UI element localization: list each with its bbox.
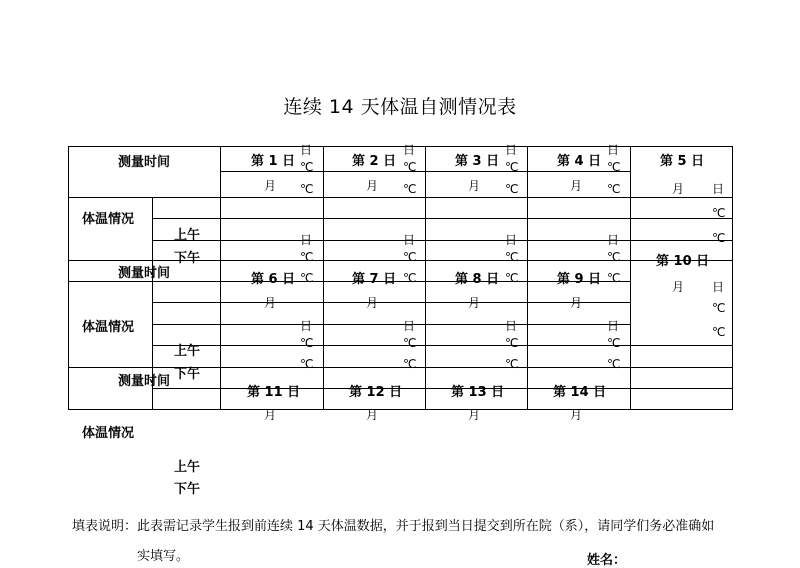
month-mark: 月 (468, 408, 481, 422)
day-header: 第 9 日 (557, 272, 602, 287)
day-header: 第 12 日 (349, 385, 403, 400)
day-mark: 日 (300, 319, 313, 333)
temp-label: 体温情况 (82, 320, 135, 335)
am-label: 上午 (174, 228, 201, 243)
day-mark: 日 (403, 143, 416, 157)
celsius-mark: ℃ (505, 336, 519, 350)
celsius-mark: ℃ (300, 336, 314, 350)
celsius-mark: ℃ (403, 250, 417, 264)
time-label: 测量时间 (118, 155, 171, 170)
temp-label: 体温情况 (82, 212, 135, 227)
month-mark: 月 (366, 296, 379, 310)
month-mark: 月 (570, 408, 583, 422)
celsius-mark: ℃ (607, 182, 621, 196)
day-header: 第 14 日 (553, 385, 607, 400)
day-header: 第 10 日 (656, 254, 710, 269)
day-mark: 日 (300, 143, 313, 157)
pm-label: 下午 (174, 482, 201, 497)
month-mark: 月 (570, 296, 583, 310)
day-mark: 日 (505, 143, 518, 157)
temp-label: 体温情况 (82, 426, 135, 441)
time-label: 测量时间 (118, 266, 171, 281)
day-mark: 日 (607, 233, 620, 247)
month-mark: 月 (366, 408, 379, 422)
month-mark: 月 (672, 280, 685, 294)
day-mark: 日 (607, 319, 620, 333)
day-mark: 日 (300, 233, 313, 247)
celsius-mark: ℃ (403, 357, 417, 371)
celsius-mark: ℃ (505, 357, 519, 371)
celsius-mark: ℃ (403, 271, 417, 285)
celsius-mark: ℃ (505, 250, 519, 264)
month-mark: 月 (264, 296, 277, 310)
celsius-mark: ℃ (712, 231, 726, 245)
day-header: 第 5 日 (660, 154, 705, 169)
day-mark: 日 (505, 319, 518, 333)
pm-label: 下午 (174, 251, 201, 266)
month-mark: 月 (366, 179, 379, 193)
month-mark: 月 (570, 179, 583, 193)
celsius-mark: ℃ (300, 160, 314, 174)
celsius-mark: ℃ (607, 250, 621, 264)
day-mark: 日 (712, 182, 725, 196)
celsius-mark: ℃ (607, 271, 621, 285)
month-mark: 月 (264, 179, 277, 193)
day-mark: 日 (712, 280, 725, 294)
day-header: 第 8 日 (455, 272, 500, 287)
celsius-mark: ℃ (505, 182, 519, 196)
celsius-mark: ℃ (607, 336, 621, 350)
month-mark: 月 (468, 179, 481, 193)
day-header: 第 11 日 (247, 385, 301, 400)
day-mark: 日 (403, 319, 416, 333)
am-label: 上午 (174, 344, 201, 359)
day-header: 第 3 日 (455, 154, 500, 169)
month-mark: 月 (468, 296, 481, 310)
celsius-mark: ℃ (712, 301, 726, 315)
celsius-mark: ℃ (403, 160, 417, 174)
day-header: 第 2 日 (352, 154, 397, 169)
instruction-note-end: 实填写。 (137, 549, 190, 564)
celsius-mark: ℃ (300, 250, 314, 264)
celsius-mark: ℃ (403, 182, 417, 196)
celsius-mark: ℃ (607, 357, 621, 371)
celsius-mark: ℃ (607, 160, 621, 174)
celsius-mark: ℃ (403, 336, 417, 350)
month-mark: 月 (264, 408, 277, 422)
day-mark: 日 (403, 233, 416, 247)
day-mark: 日 (505, 233, 518, 247)
signature-label: 姓名： (587, 553, 627, 568)
day-header: 第 13 日 (451, 385, 505, 400)
day-mark: 日 (607, 143, 620, 157)
day-header: 第 1 日 (251, 154, 296, 169)
celsius-mark: ℃ (712, 206, 726, 220)
am-label: 上午 (174, 460, 201, 475)
day-header: 第 4 日 (557, 154, 602, 169)
celsius-mark: ℃ (300, 271, 314, 285)
celsius-mark: ℃ (712, 325, 726, 339)
instruction-note: 填表说明：此表需记录学生报到前连续 14 天体温数据，并于报到当日提交到所在院（系），请同学们务必准确如 (72, 519, 715, 534)
celsius-mark: ℃ (505, 271, 519, 285)
day-header: 第 7 日 (352, 272, 397, 287)
celsius-mark: ℃ (505, 160, 519, 174)
celsius-mark: ℃ (300, 357, 314, 371)
time-label: 测量时间 (118, 374, 171, 389)
month-mark: 月 (672, 182, 685, 196)
celsius-mark: ℃ (300, 182, 314, 196)
page-title: 连续 14 天体温自测情况表 (283, 96, 517, 118)
day-header: 第 6 日 (251, 272, 296, 287)
pm-label: 下午 (174, 367, 201, 382)
